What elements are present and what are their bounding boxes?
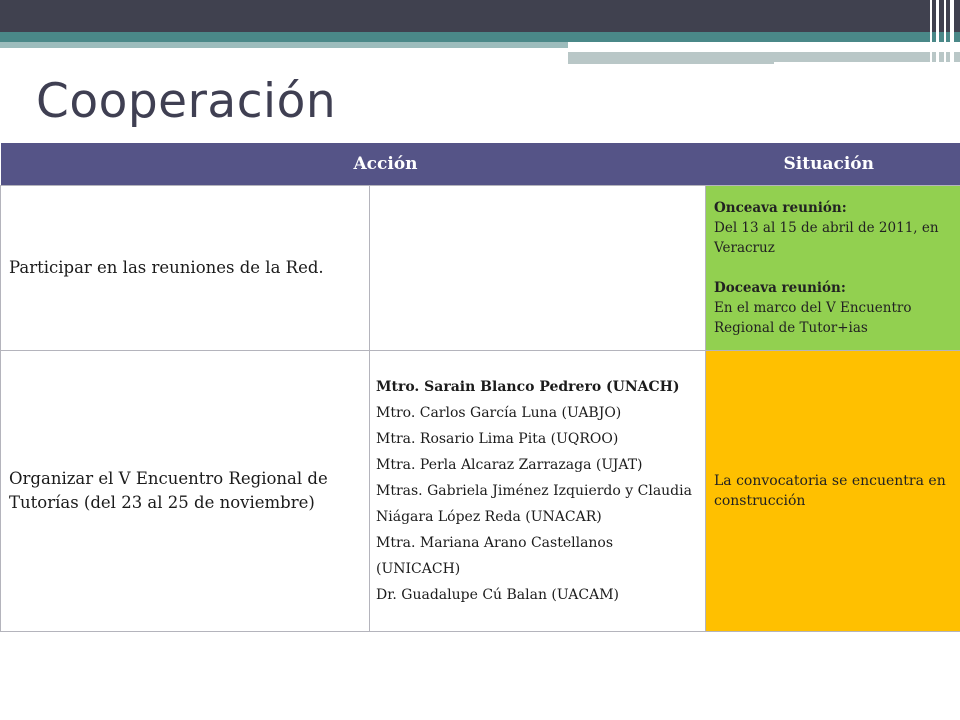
responsable-item: Mtras. Gabriela Jiménez Izquierdo y Claudia Niágara López Reda (UNACAR)	[376, 483, 692, 525]
responsable-item: Mtra. Perla Alcaraz Zarrazaga (UJAT)	[376, 457, 643, 473]
accion-cell	[1, 351, 370, 632]
accion-cell	[1, 186, 370, 351]
situacion-cell	[706, 351, 960, 632]
responsable-item: Mtra. Mariana Arano Castellanos (UNICACH)	[376, 535, 614, 577]
table-header-row	[1, 143, 960, 186]
situacion-cell	[706, 186, 960, 351]
table-row	[1, 351, 960, 632]
responsable-item: Mtro. Sarain Blanco Pedrero (UNACH)	[376, 379, 680, 395]
top-banner	[0, 0, 960, 32]
table-row	[1, 186, 960, 351]
accion-text: Organizar el V Encuentro Regional de Tutorías (del 23 al 25 de noviembre)	[9, 469, 328, 512]
responsable-item: Dr. Guadalupe Cú Balan (UACAM)	[376, 587, 619, 603]
responsables-cell	[370, 186, 706, 351]
responsables-cell	[370, 351, 706, 632]
situacion-heading: Doceava reunión:	[714, 280, 846, 296]
cooperation-table	[0, 143, 960, 632]
banner-vertical-lines	[928, 0, 960, 66]
situacion-text: La convocatoria se encuentra en construcción	[714, 473, 946, 509]
situacion-text: Del 13 al 15 de abril de 2011, en Veracruz	[714, 220, 939, 256]
banner-white-line	[568, 50, 888, 52]
responsable-item: Mtro. Carlos García Luna (UABJO)	[376, 405, 622, 421]
banner-teal-stripe	[0, 32, 960, 42]
responsable-item: Mtra. Rosario Lima Pita (UQROO)	[376, 431, 619, 447]
header-accion: Acción	[1, 143, 706, 186]
accion-text: Participar en las reuniones de la Red.	[9, 258, 324, 277]
situacion-heading: Onceava reunión:	[714, 200, 847, 216]
slide-title: Cooperación	[36, 74, 337, 129]
banner-white-strip	[568, 42, 960, 50]
header-situacion: Situación	[706, 143, 960, 186]
situacion-text: En el marco del V Encuentro Regional de Tutor+ias	[714, 300, 912, 336]
